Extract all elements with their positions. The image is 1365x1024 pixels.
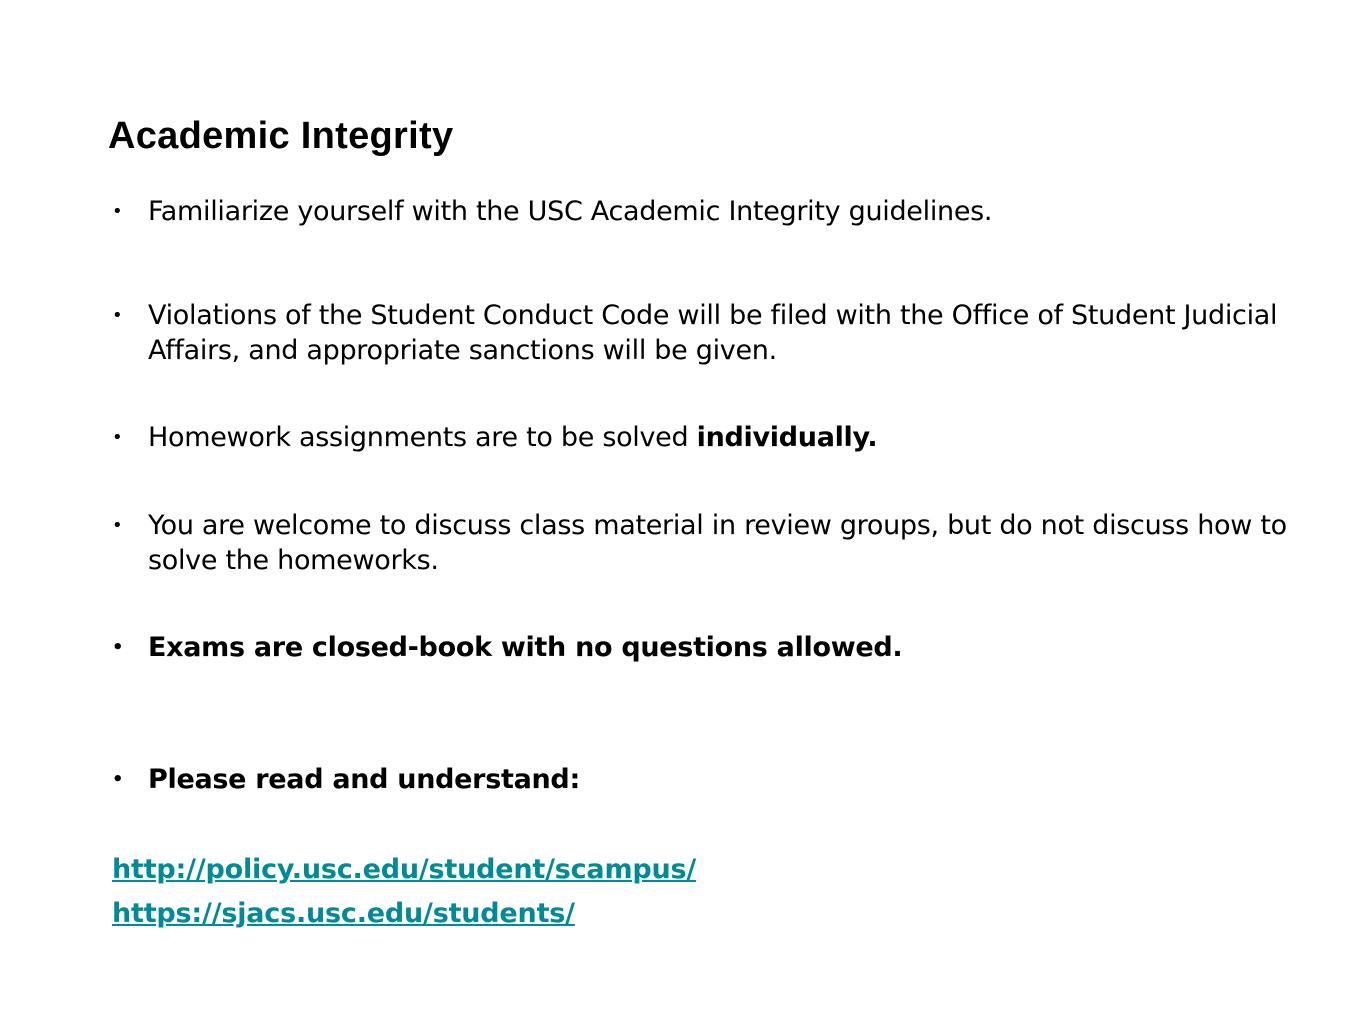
slide-title: Academic Integrity bbox=[108, 115, 454, 157]
bullet-dot: • bbox=[112, 769, 124, 790]
bullet-exams bbox=[112, 630, 1292, 665]
bullet-read bbox=[112, 762, 1292, 797]
bullet-text-regular: Homework assignments are to be solved bbox=[148, 422, 697, 453]
bullet-discussion bbox=[112, 508, 1292, 578]
bullet-violations bbox=[112, 298, 1292, 368]
bullet-text: Violations of the Student Conduct Code will be filed with the Office of Student Judicial Affairs, and appropriate sanctions will be given. bbox=[148, 300, 1278, 366]
bullet-text: Familiarize yourself with the USC Academic Integrity guidelines. bbox=[148, 196, 993, 227]
bullet-text: You are welcome to discuss class material in review groups, but do not discuss how to solve the homeworks. bbox=[148, 510, 1287, 576]
bullet-dot: • bbox=[112, 305, 123, 326]
bullet-homework bbox=[112, 420, 1292, 455]
bullet-dot: • bbox=[112, 637, 124, 658]
bullet-text: Please read and understand: bbox=[148, 764, 580, 795]
bullet-dot: • bbox=[112, 427, 123, 448]
bullet-dot: • bbox=[112, 201, 123, 222]
bullet-dot: • bbox=[112, 515, 123, 536]
bullet-guidelines bbox=[112, 194, 1292, 229]
bullet-text-emphasis: individually. bbox=[696, 422, 878, 453]
link-sjacs[interactable]: https://sjacs.usc.edu/students/ bbox=[112, 898, 575, 929]
bullet-text: Exams are closed-book with no questions allowed. bbox=[148, 632, 903, 663]
link-scampus[interactable]: http://policy.usc.edu/student/scampus/ bbox=[112, 854, 697, 885]
bullet-text bbox=[148, 420, 1292, 455]
